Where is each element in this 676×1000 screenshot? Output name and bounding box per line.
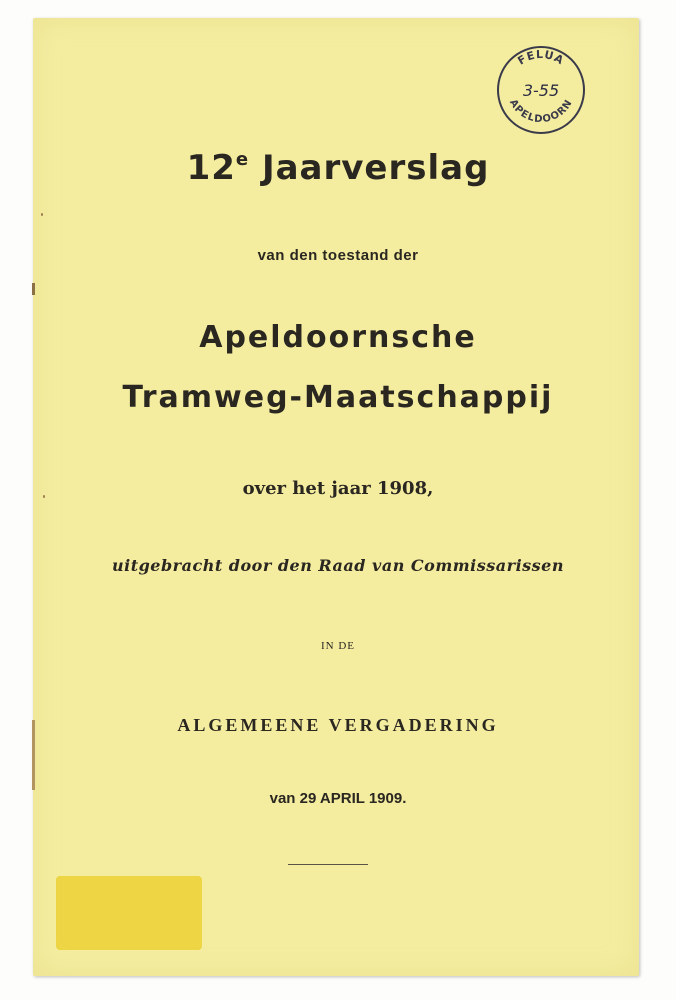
commissioners-line: uitgebracht door den Raad van Commissarissen	[112, 556, 564, 575]
paper-fleck	[41, 213, 43, 216]
divider-rule	[288, 864, 368, 865]
company-name-line2: Tramweg-Maatschappij	[122, 380, 554, 415]
library-stamp	[495, 44, 587, 136]
meeting-line: ALGEMEENE VERGADERING	[177, 715, 499, 735]
stamp-top-text: FELUA	[515, 47, 567, 68]
company-name-line1: Apeldoornsche	[199, 320, 477, 355]
report-title-word: Jaarverslag	[261, 148, 490, 188]
year-line: over het jaar 1908,	[242, 478, 434, 499]
report-title	[0, 148, 676, 188]
in-de-line: IN DE	[320, 640, 356, 652]
subtitle: van den toestand der	[257, 247, 419, 264]
library-label-patch	[56, 876, 202, 950]
report-number: 12	[186, 148, 236, 188]
spine-mark	[32, 283, 35, 295]
report-number-superscript: e	[235, 149, 250, 170]
stamp-bottom-text: APELDOORN	[507, 97, 576, 126]
stamp-number: 3-55	[522, 81, 560, 100]
date-line: van 29 APRIL 1909.	[269, 790, 407, 807]
